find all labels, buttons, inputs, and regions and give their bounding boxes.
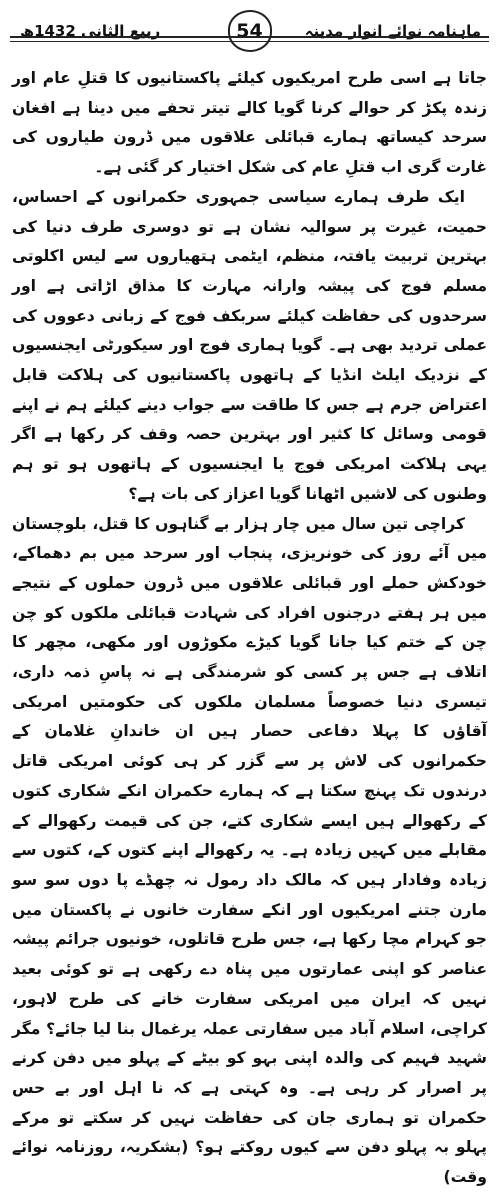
page-header <box>14 10 485 52</box>
magazine-title: ماہنامہ نوائے انوار مدینہ <box>304 22 481 40</box>
paragraph-3: کراچی تین سال میں چار ہزار بے گناہوں کا قتل، بلوچستان میں آئے روز کی خونریزی، پنجاب اور سرحد میں بم دھماکے، خودکش حملے اور قبائلی علاقوں میں ڈرون حملوں کے نتیجے میں ہر ہفتے درجنوں افراد کی شہادت قبائلی ملکوں کو چن چن کے ختم کیا جانا گویا کیڑے مکوڑوں اور مکھی، مچھر کا اتلاف ہے جس پر کسی کو شرمندگی ہے نہ پاسِ ذمہ داری، تیسری دنیا خصوصاً مسلمان ملکوں کی حکومتیں امریکی آقاؤں کا پہلا دفاعی حصار ہیں ان خاندانِ غلامان کے حکمرانوں کی لاش پر سے گزر کر ہی کوئی امریکی قاتل درندوں تک پہنچ سکتا ہے کہ ہمارے حکمران انکے شکاری کتوں کے رکھوالے ہیں ایسے شکاری کتے، جن کی قیمت رکھوالے کے مقابلے میں کہیں زیادہ ہے۔ یہ رکھوالے اپنے کتوں کے، کتوں سے زیادہ وفادار ہیں کہ مالک داد رمول نہ چھڈے پا دوں سو سو مارن جتنے امریکیوں اور انکے سفارت خانوں نے پاکستان میں جو کہرام مچا رکھا ہے، جس طرح قاتلوں، خونیوں جرائم پیشہ عناصر کو اپنی عمارتوں میں پناہ دے رکھی ہے تو کوئی بعید نہیں کہ ایران میں امریکی سفارت خانے کی طرح لاہور، کراچی، اسلام آباد میں سفارتی عملہ یرغمال بنا لیا جائے؟ مگر شہید فہیم کی والدہ اپنی بہو کو بیٹے کے پہلو میں دفن کرنے پر اصرار کر رہی ہے۔ وہ کہتی ہے کہ نا اہل اور بے حس حکمران تو ہماری جان کی حفاظت نہیں کر سکتے تو مرکے پہلو بہ پہلو دفن سے کیوں روکتے ہو؟ (بشکریہ، روزنامہ نوائے وقت) <box>12 514 487 1187</box>
paragraph-1: جاتا ہے اسی طرح امریکیوں کیلئے پاکستانیوں کا قتلِ عام اور زندہ پکڑ کر حوالے کرنا گویا کالے تیتر تحفے میں دینا ہے افغان سرحد کیساتھ ہمارے قبائلی علاقوں میں ڈرون طیاروں کی غارت گری اب قتلِ عام کی شکل اختیار کر گئی ہے۔ <box>12 69 487 177</box>
header-divider <box>10 36 489 38</box>
paragraph-2: ایک طرف ہمارے سیاسی جمہوری حکمرانوں کے احساس، حمیت، غیرت پر سوالیہ نشان ہے تو دوسری طرف دنیا کی بہترین تربیت یافتہ، منظم، ایٹمی ہتھیاروں سے لیس اکلوتی مسلم فوج کی پیشہ وارانہ مہارت کا مذاق اڑاتی ہے اور سرحدوں کی حفاظت کیلئے سربکف فوج کے زبانی دعووں کی عملی تردید بھی ہے۔ گویا ہماری فوج اور سیکورٹی ایجنسیوں کے نزدیک ایلٹ انڈیا کے ہاتھوں پاکستانیوں کی ہلاکت قابل اعتراض جرم ہے جس کا طاقت سے جواب دینے کیلئے ہم نے اپنے قومی وسائل کا کثیر اور بہترین حصہ وقف کر رکھا ہے اگر یہی ہلاکت امریکی فوج یا ایجنسیوں کے ہاتھوں ہو تو ہم وطنوں کی لاشیں اٹھانا گویا اعزاز کی بات ہے؟ <box>12 187 487 503</box>
page-number-badge: 54 <box>228 10 272 52</box>
issue-date: ربیع الثانی 1432ھ <box>20 22 161 40</box>
article-body <box>12 64 487 1187</box>
